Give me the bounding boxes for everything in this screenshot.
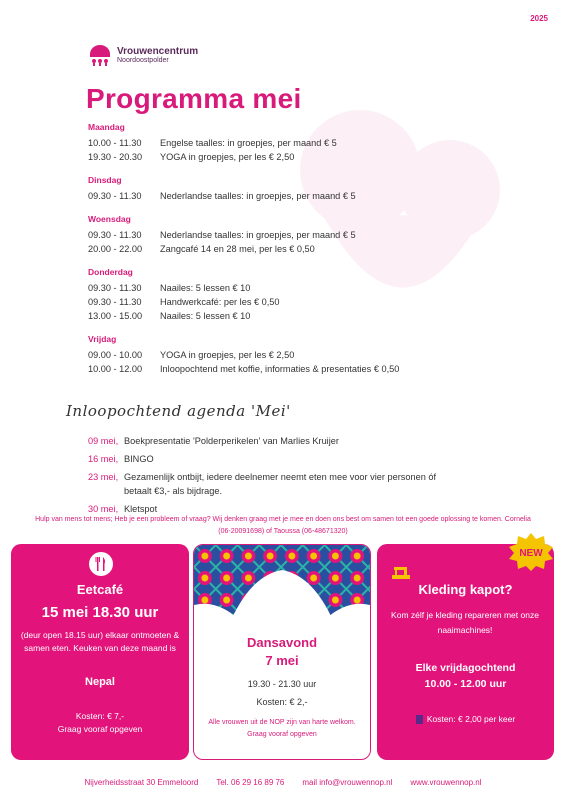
schedule-activity: Naailes: 5 lessen € 10	[160, 283, 251, 293]
eetcafe-cost-block	[11, 710, 189, 736]
cutlery-icon	[89, 552, 113, 576]
agenda-text: BINGO	[124, 454, 154, 464]
schedule-activity: Naailes: 5 lessen € 10	[160, 311, 251, 321]
agenda-title: Inloopochtend agenda 'Mei'	[66, 402, 291, 420]
kleding-title: Kleding kapot?	[418, 582, 513, 597]
agenda-item	[88, 452, 508, 466]
day-block	[88, 267, 508, 323]
schedule-time: 09.30 - 11.30	[88, 297, 142, 307]
dansavond-note-block	[200, 717, 364, 741]
eetcafe-date: 15 mei 18.30 uur	[41, 604, 159, 621]
schedule-row	[88, 348, 508, 362]
kleding-description: Kom zélf je kleding repareren met onze naaimachines!	[391, 610, 539, 635]
agenda-list	[88, 434, 508, 520]
agenda-date: 23 mei,	[88, 472, 119, 482]
dansavond-cost: Kosten: € 2,-	[256, 697, 308, 707]
schedule-activity: Inloopochtend met koffie, informaties & presentaties € 0,50	[160, 364, 400, 374]
schedule-activity: Engelse taalles: in groepjes, per maand € 5	[160, 138, 337, 148]
footer-website[interactable]: www.vrouwennop.nl	[410, 778, 482, 787]
schedule-row	[88, 150, 508, 164]
day-block	[88, 122, 508, 164]
kleding-cost: Kosten: € 2,00 per keer	[426, 714, 516, 724]
logo-name: Vrouwencentrum	[117, 45, 199, 57]
schedule-time: 13.00 - 15.00	[88, 311, 143, 321]
schedule-time: 20.00 - 22.00	[88, 244, 143, 254]
logo-subtitle: Noordoostpolder	[117, 56, 169, 64]
day-name: Donderdag	[88, 267, 133, 277]
logo	[88, 44, 198, 66]
eetcafe-card	[11, 544, 189, 760]
dansavond-date: 7 mei	[265, 653, 299, 668]
schedule-row	[88, 309, 508, 323]
dansavond-signup: Graag vooraf opgeven	[247, 731, 317, 738]
day-block	[88, 334, 508, 376]
year-label: 2025	[530, 14, 548, 23]
kleding-cost-line	[377, 714, 554, 724]
footer-address: Nijverheidsstraat 30 Emmeloord	[84, 778, 199, 787]
schedule-row	[88, 242, 508, 256]
schedule-row	[88, 295, 508, 309]
schedule-row	[88, 228, 508, 242]
dansavond-time: 19.30 - 21.30 uur	[247, 679, 317, 689]
eetcafe-description: (deur open 18.15 uur) elkaar ontmoeten & samen eten. Keuken van deze maand is	[20, 630, 180, 653]
schedule-row	[88, 362, 508, 376]
day-block	[88, 175, 508, 203]
kleding-card	[377, 544, 554, 760]
schedule-time: 09.00 - 10.00	[88, 350, 143, 360]
new-badge	[508, 532, 554, 572]
day-name: Dinsdag	[88, 175, 122, 185]
schedule-row	[88, 189, 508, 203]
schedule-activity: YOGA in groepjes, per les € 2,50	[160, 152, 295, 162]
agenda-date: 16 mei,	[88, 454, 119, 464]
agenda-date: 30 mei,	[88, 504, 119, 514]
dansavond-note: Alle vrouwen uit de NOP zijn van harte welkom.	[208, 719, 356, 726]
thread-icon	[416, 715, 423, 724]
schedule-time: 09.30 - 11.30	[88, 191, 142, 201]
schedule-time: 10.00 - 12.00	[88, 364, 143, 374]
footer	[0, 778, 566, 787]
page-title: Programma mei	[86, 83, 302, 114]
day-name: Woensdag	[88, 214, 131, 224]
schedule-time: 10.00 - 11.30	[88, 138, 142, 148]
agenda-item	[88, 470, 508, 498]
schedule-activity: Nederlandse taalles: in groepjes, per maand € 5	[160, 230, 356, 240]
schedule-activity: Nederlandse taalles: in groepjes, per maand € 5	[160, 191, 356, 201]
kleding-time: 10.00 - 12.00 uur	[424, 678, 507, 690]
schedule-activity: Handwerkcafé: per les € 0,50	[160, 297, 280, 307]
agenda-text: Boekpresentatie 'Polderperikelen' van Marlies Kruijer	[124, 436, 339, 446]
schedule-row	[88, 136, 508, 150]
weekly-schedule	[88, 122, 508, 387]
agenda-item	[88, 434, 508, 448]
mosaic-pattern	[194, 545, 370, 625]
schedule-time: 09.30 - 11.30	[88, 230, 142, 240]
help-text: Hulp van mens tot mens; Heb je een probleem of vraag? Wij denken graag met je mee en doen ons best om samen tot een goede oplossing te komen. Cornelia (06-20091698) of Taoussa (06-48671320)	[35, 516, 531, 535]
footer-mail[interactable]: mail info@vrouwennop.nl	[302, 778, 393, 787]
day-name: Vrijdag	[88, 334, 117, 344]
day-name: Maandag	[88, 122, 125, 132]
day-block	[88, 214, 508, 256]
dansavond-card	[193, 544, 371, 760]
kleding-schedule	[377, 660, 554, 692]
schedule-time: 19.30 - 20.30	[88, 152, 143, 162]
footer-phone: Tel. 06 29 16 89 76	[216, 778, 285, 787]
dansavond-title: Dansavond	[246, 635, 318, 650]
eetcafe-signup: Graag vooraf opgeven	[57, 724, 143, 734]
eetcafe-cost: Kosten: € 7,-	[75, 711, 125, 721]
sewing-machine-icon	[391, 564, 411, 580]
agenda-date: 09 mei,	[88, 436, 119, 446]
eetcafe-title: Eetcafé	[76, 582, 124, 597]
kleding-day: Elke vrijdagochtend	[415, 662, 516, 674]
agenda-text: Kletspot	[124, 504, 158, 514]
new-badge-label: NEW	[519, 548, 543, 559]
schedule-activity: Zangcafé 14 en 28 mei, per les € 0,50	[160, 244, 315, 254]
schedule-activity: YOGA in groepjes, per les € 2,50	[160, 350, 295, 360]
eetcafe-country: Nepal	[85, 676, 115, 688]
logo-icon	[88, 44, 112, 66]
schedule-time: 09.30 - 11.30	[88, 283, 142, 293]
agenda-text: Gezamenlijk ontbijt, iedere deelnemer neemt eten mee voor vier personen óf betaalt €3,- als bijdrage.	[124, 472, 437, 496]
schedule-row	[88, 281, 508, 295]
